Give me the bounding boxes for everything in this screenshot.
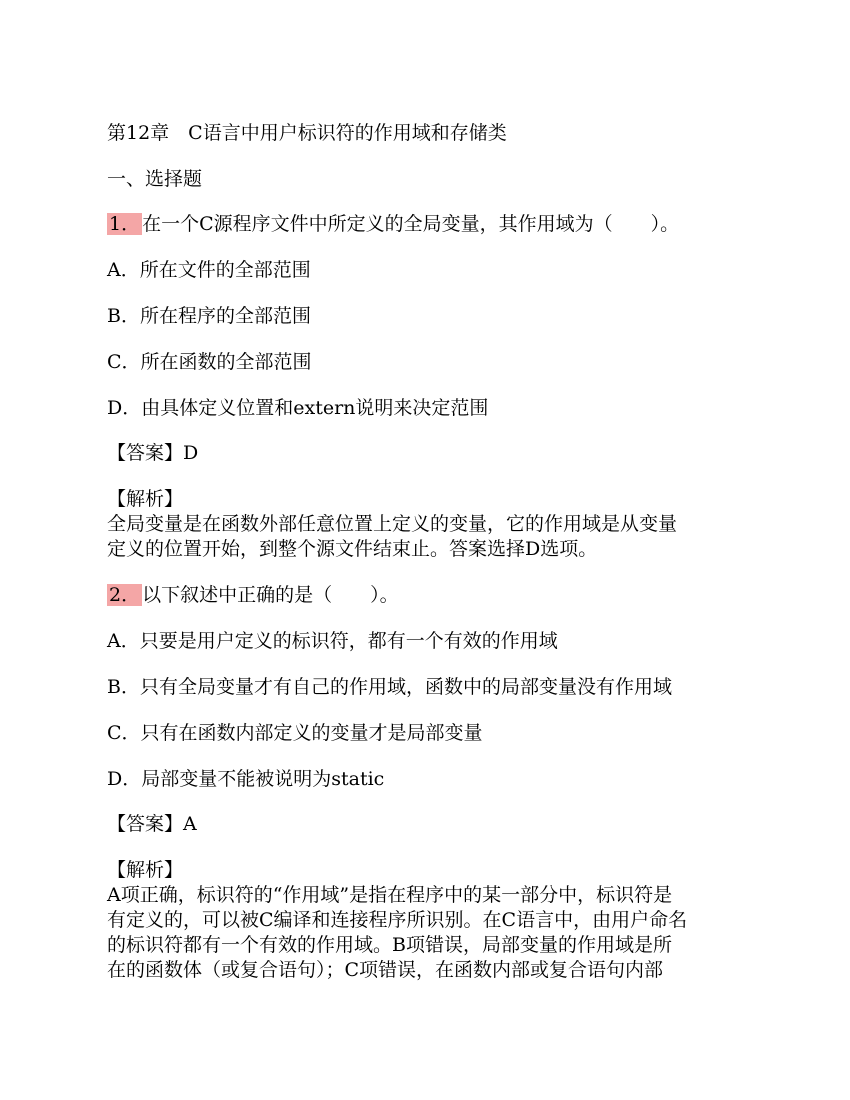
question-1	[107, 212, 679, 236]
chapter-title: 第12章 C语言中用户标识符的作用域和存储类	[107, 122, 507, 144]
answer: 【答案】D	[107, 442, 199, 464]
question-number-highlight: 2．	[109, 584, 141, 606]
option-c: C．所在函数的全部范围	[107, 351, 312, 373]
question-2	[107, 583, 399, 607]
question-text: 在一个C源程序文件中所定义的全局变量，其作用域为（ ）。	[142, 213, 680, 235]
option-b: B．只有全局变量才有自己的作用域，函数中的局部变量没有作用域	[107, 676, 672, 698]
question-number-highlight: 1．	[109, 213, 141, 235]
analysis-line: 定义的位置开始，到整个源文件结束止。答案选择D选项。	[107, 538, 598, 560]
option-d: D．局部变量不能被说明为static	[107, 768, 385, 790]
analysis-line: A项正确，标识符的“作用域”是指在程序中的某一部分中，标识符是	[107, 884, 673, 906]
analysis-line: 全局变量是在函数外部任意位置上定义的变量，它的作用域是从变量	[107, 513, 678, 535]
option-d: D．由具体定义位置和extern说明来决定范围	[107, 397, 489, 419]
analysis-line: 有定义的，可以被C编译和连接程序所识别。在C语言中，由用户命名	[107, 909, 688, 931]
analysis-line: 在的函数体（或复合语句）；C项错误，在函数内部或复合语句内部	[107, 959, 664, 981]
option-a: A．所在文件的全部范围	[107, 259, 311, 281]
question-text: 以下叙述中正确的是（ ）。	[142, 584, 399, 606]
analysis-label: 【解析】	[107, 859, 184, 881]
option-c: C．只有在函数内部定义的变量才是局部变量	[107, 722, 483, 744]
analysis-line: 的标识符都有一个有效的作用域。B项错误，局部变量的作用域是所	[107, 934, 672, 956]
section-title: 一、选择题	[107, 168, 203, 190]
analysis-label: 【解析】	[107, 488, 184, 510]
option-b: B．所在程序的全部范围	[107, 305, 311, 327]
answer: 【答案】A	[107, 813, 197, 835]
option-a: A．只要是用户定义的标识符，都有一个有效的作用域	[107, 630, 558, 652]
